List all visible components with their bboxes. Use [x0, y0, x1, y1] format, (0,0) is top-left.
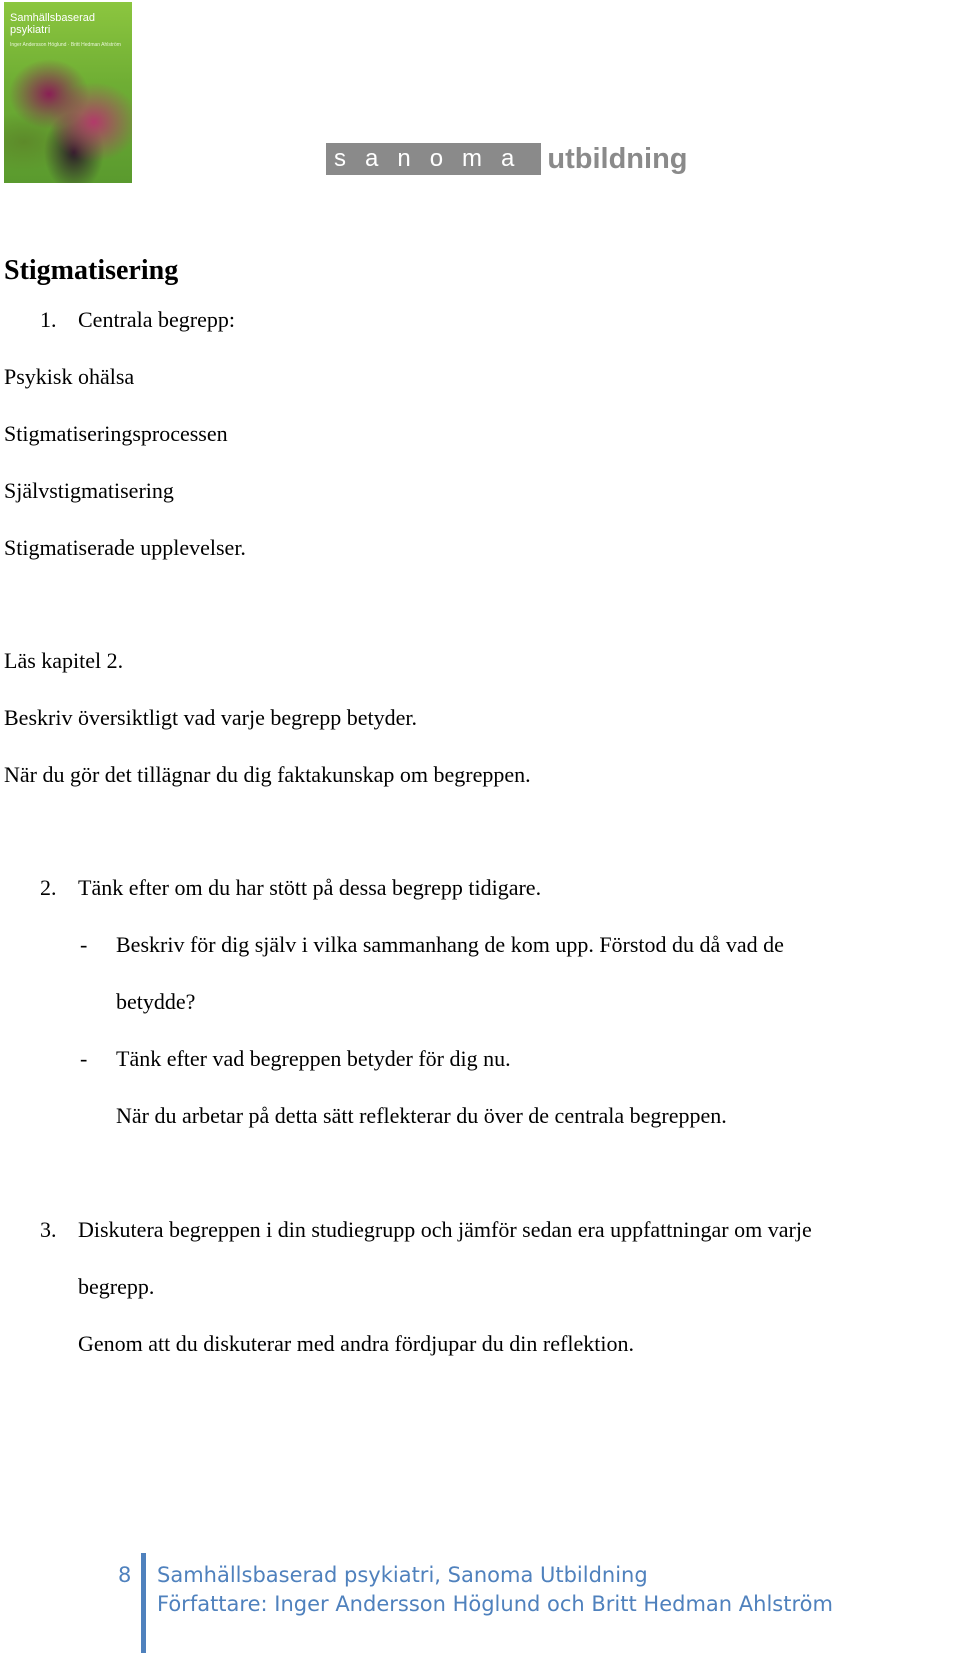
book-cover-title: Samhällsbaserad psykiatri: [10, 12, 95, 36]
bullet-dash: -: [80, 932, 88, 957]
instruction-line: Läs kapitel 2.: [4, 648, 124, 673]
section-3-text: Diskutera begreppen i din studiegrupp och jämför sedan era uppfattningar om varje: [78, 1217, 812, 1242]
page-number: 8: [118, 1563, 132, 1587]
sanoma-utbildning-logo: [326, 143, 688, 175]
section-1-number: 1.: [40, 307, 57, 332]
section-2-closing: När du arbetar på detta sätt reflekterar du över de centrala begreppen.: [116, 1103, 727, 1128]
section-3-closing: Genom att du diskuterar med andra fördjupar du din reflektion.: [78, 1331, 634, 1356]
section-2-heading: Tänk efter om du har stött på dessa begrepp tidigare.: [78, 875, 542, 900]
book-cover-image: [4, 2, 132, 183]
concept-item: Stigmatiseringsprocessen: [4, 421, 228, 446]
concept-item: Självstigmatisering: [4, 478, 174, 503]
bullet-text: Tänk efter vad begreppen betyder för dig nu.: [116, 1046, 511, 1071]
section-3-text-continued: begrepp.: [78, 1274, 155, 1299]
section-2-number: 2.: [40, 875, 57, 900]
instruction-line: När du gör det tillägnar du dig faktakunskap om begreppen.: [4, 762, 531, 787]
instruction-line: Beskriv översiktligt vad varje begrepp betyder.: [4, 705, 417, 730]
logo-utbildning: utbildning: [547, 142, 688, 175]
bullet-text-continued: betydde?: [116, 989, 196, 1014]
page-title: Stigmatisering: [4, 255, 179, 286]
section-3-number: 3.: [40, 1217, 57, 1242]
footer-divider: [141, 1553, 146, 1653]
concept-item: Stigmatiserade upplevelser.: [4, 535, 246, 560]
footer-authors: Författare: Inger Andersson Höglund och Britt Hedman Ahlström: [157, 1592, 833, 1616]
footer-book-title: Samhällsbaserad psykiatri, Sanoma Utbildning: [157, 1563, 648, 1587]
book-cover-authors: Inger Andersson Höglund · Britt Hedman Ahlström: [10, 42, 121, 48]
bullet-dash: -: [80, 1046, 88, 1071]
bullet-text: Beskriv för dig själv i vilka sammanhang de kom upp. Förstod du då vad de: [116, 932, 784, 957]
section-1-heading: Centrala begrepp:: [78, 307, 235, 332]
logo-sanoma: sanoma: [326, 143, 541, 175]
concept-item: Psykisk ohälsa: [4, 364, 135, 389]
